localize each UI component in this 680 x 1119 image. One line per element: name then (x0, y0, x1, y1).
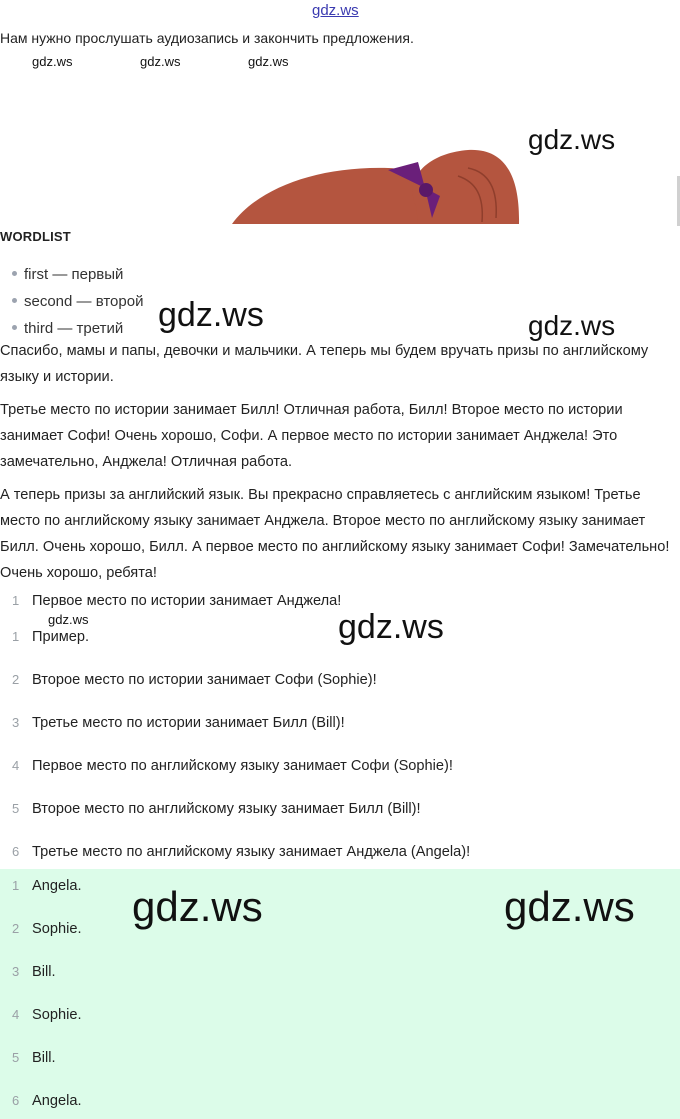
bullet-icon (12, 298, 17, 303)
task-instruction: Нам нужно прослушать аудиозапись и закончить предложения. (0, 30, 414, 46)
watermark-2: gdz.ws (158, 296, 264, 334)
wordlist-heading: WORDLIST (0, 229, 71, 244)
answer-number: 5 (12, 1050, 20, 1065)
question-number: 1 (12, 629, 20, 644)
question-number: 2 (12, 672, 20, 687)
answer-number: 6 (12, 1093, 20, 1108)
answer-row (0, 1007, 680, 1033)
question-number: 4 (12, 758, 20, 773)
question-text: Третье место по истории занимает Билл (Bill)! (32, 715, 345, 731)
answer-text: Angela. (32, 878, 82, 894)
watermark-5: gdz.ws (132, 883, 263, 930)
question-number: 3 (12, 715, 20, 730)
answer-row (0, 1050, 680, 1076)
watermark-4: gdz.ws (338, 608, 444, 646)
bullet-icon (12, 325, 17, 330)
question-row (0, 672, 680, 698)
question-row (0, 715, 680, 741)
transcript-paragraph: Спасибо, мамы и папы, девочки и мальчики. А теперь мы будем вручать призы по английскому языку и истории. (0, 343, 649, 385)
watermark-small-2: gdz.ws (140, 54, 181, 69)
question-row (0, 801, 680, 827)
answer-number: 4 (12, 1007, 20, 1022)
question-row (0, 844, 680, 870)
answer-text: Sophie. (32, 1007, 82, 1023)
question-text: Пример. (32, 629, 90, 645)
wordlist-item: third — третий (12, 318, 143, 345)
watermark-6: gdz.ws (504, 883, 635, 930)
answer-text: Angela. (32, 1093, 82, 1109)
question-number: 1 (12, 593, 20, 608)
wordlist-item: first — первый (12, 264, 143, 291)
transcript-paragraph: Третье место по истории занимает Билл! Отличная работа, Билл! Второе место по истории занимает Софи! Очень хорошо, Софи. А первое место по истории занимает Анджела! Это замечательно, Анджела! Отличная работа. (0, 402, 623, 470)
wordlist-item: second — второй (12, 291, 143, 318)
question-row (0, 758, 680, 784)
question-text: Первое место по истории занимает Анджела! (32, 593, 342, 609)
watermark-small-4: gdz.ws (48, 612, 89, 627)
answers-block (0, 869, 680, 1119)
answer-text: Bill. (32, 1050, 56, 1066)
question-text: Второе место по истории занимает Софи (Sophie)! (32, 672, 377, 688)
bullet-icon (12, 271, 17, 276)
question-text: Второе место по английскому языку занимает Билл (Bill)! (32, 801, 421, 817)
girl-hair-illustration (228, 148, 524, 226)
answer-row (0, 1093, 680, 1119)
answer-number: 1 (12, 878, 20, 893)
wordlist (12, 264, 143, 345)
watermark-small-3: gdz.ws (248, 54, 289, 69)
question-number: 5 (12, 801, 20, 816)
question-text: Первое место по английскому языку занимает Софи (Sophie)! (32, 758, 453, 774)
answer-number: 2 (12, 921, 20, 936)
watermark-1: gdz.ws (528, 124, 616, 155)
answer-number: 3 (12, 964, 20, 979)
watermark-small-1: gdz.ws (32, 54, 73, 69)
answer-row (0, 964, 680, 990)
transcript-paragraph: А теперь призы за английский язык. Вы прекрасно справляетесь с английским языком! Третье место по английскому языку занимает Анджела. Второе место по английскому языку занимает Билл. Очень хорошо, Билл. А первое место по английскому языку занимает Софи! Замечательно! Очень хорошо, ребята! (0, 487, 670, 581)
answer-text: Sophie. (32, 921, 82, 937)
answer-text: Bill. (32, 964, 56, 980)
watermark-3: gdz.ws (528, 310, 616, 341)
question-text: Третье место по английскому языку занимает Анджела (Angela)! (32, 844, 471, 860)
question-number: 6 (12, 844, 20, 859)
site-logo-link[interactable]: gdz.ws (312, 2, 359, 19)
